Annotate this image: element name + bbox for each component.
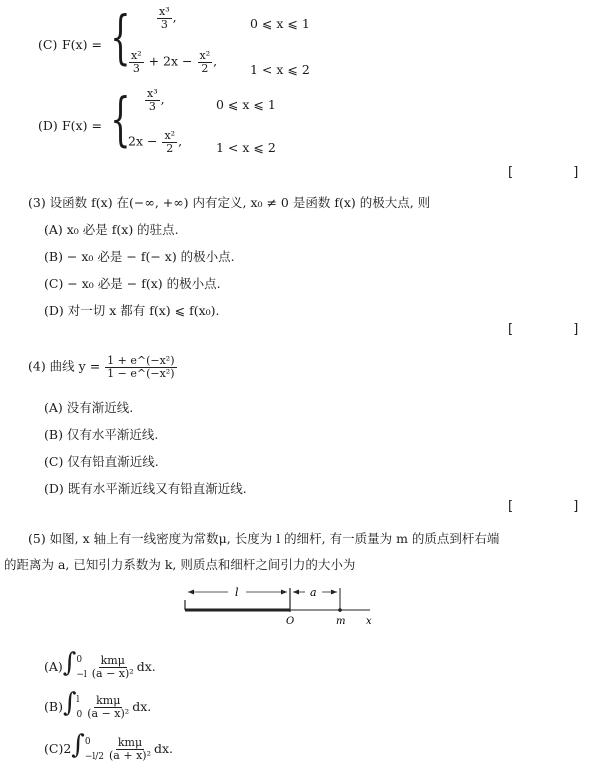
- q2c-p1-den: 3: [160, 17, 168, 31]
- q4-denominator: 1 − e^(−x²): [107, 366, 175, 380]
- q2c-p2b-frac: [198, 50, 213, 74]
- q2d-p1-den: 3: [148, 99, 156, 113]
- q2c-lhs: F(x) =: [62, 37, 102, 52]
- a-arrowhead-right: [331, 590, 337, 595]
- q5b-tail: dx.: [132, 699, 152, 714]
- q2d-piece2: 2x − $\frac{\text{x²}}{2}$ ,: [128, 129, 183, 155]
- q5c-limits: [85, 735, 104, 764]
- l-arrowhead-right: [281, 590, 287, 595]
- q5b-limits: [77, 693, 83, 722]
- q5a-fraction: [90, 655, 136, 679]
- q2c-p2b-num: x²: [199, 49, 211, 62]
- q5a-den: (a − x)²: [91, 667, 134, 680]
- q5c-den: (a + x)²: [109, 749, 151, 762]
- q4-stem: [28, 355, 178, 379]
- q4-stem-pre: (4) 曲线 y =: [28, 358, 101, 374]
- q4-option-d: (D) 既有水平渐近线又有铅直渐近线.: [44, 481, 247, 496]
- q4-option-b: (B) 仅有水平渐近线.: [44, 427, 159, 442]
- label-origin: O: [286, 616, 295, 627]
- q5-rod-figure: [180, 578, 380, 628]
- q2-answer-blank[interactable]: [ ]: [508, 165, 606, 180]
- integral-icon: ∫: [62, 688, 77, 718]
- q2c-p1-num: x³: [159, 5, 170, 18]
- q4-answer-blank[interactable]: [ ]: [508, 499, 606, 514]
- q4-fraction: [105, 355, 176, 379]
- q5-option-a: [44, 650, 156, 682]
- q2c-p2a-den: 3: [132, 61, 140, 75]
- q5b-den: (a − x)²: [87, 707, 130, 720]
- a-arrowhead-left: [293, 590, 299, 595]
- q5c-upper: 0: [84, 737, 91, 748]
- q2c-p2-cond: 1 < x ⩽ 2: [250, 62, 310, 77]
- q5b-upper: l: [76, 695, 80, 706]
- q5c-tail: dx.: [153, 741, 174, 756]
- q4-option-a: (A) 没有渐近线.: [44, 400, 134, 415]
- q4-option-c: (C) 仅有铅直渐近线.: [44, 454, 159, 469]
- q2d-label: (D): [38, 118, 58, 133]
- q2d-p2b-num: x²: [164, 129, 176, 142]
- q4-numerator: 1 + e^(−x²): [107, 354, 175, 367]
- q5b-num: kmμ: [96, 694, 121, 708]
- q3-option-a: (A) x₀ 必是 f(x) 的驻点.: [44, 222, 179, 237]
- label-l: l: [235, 586, 239, 599]
- q5a-limits: [76, 653, 86, 682]
- q2c-piece2: $\frac{\text{x²}}{3}$ + 2x − $\frac{\text{x²}}{2}$ ,: [131, 49, 218, 75]
- q3-stem: (3) 设函数 f(x) 在(−∞, +∞) 内有定义, x₀ ≠ 0 是函数 f(x) 的极大点, 则: [28, 195, 431, 210]
- q5-stem-line2: 的距离为 a, 已知引力系数为 k, 则质点和细杆之间引力的大小为: [4, 557, 356, 572]
- q2c-p2b-den: 2: [201, 61, 209, 75]
- q5c-fraction: [107, 737, 153, 761]
- l-arrowhead-left: [188, 590, 194, 595]
- q2c-p2a-frac: [129, 50, 144, 74]
- mass-point: [338, 608, 342, 612]
- q3-option-c: (C) − x₀ 必是 − f(x) 的极小点.: [44, 276, 221, 291]
- q5-option-c: [44, 732, 173, 764]
- q5a-upper: 0: [76, 655, 83, 666]
- q2c-label: (C): [38, 37, 58, 52]
- label-m: m: [336, 616, 346, 627]
- q2c-brace: {: [110, 3, 131, 71]
- q2-option-d: [38, 85, 368, 164]
- label-a: a: [310, 586, 317, 599]
- q5c-lower: −l/2: [84, 751, 105, 762]
- q2d-lhs: F(x) =: [62, 118, 102, 133]
- q5a-lower: −l: [76, 669, 87, 680]
- q2c-p1-cond: 0 ⩽ x ⩽ 1: [250, 16, 310, 31]
- q5a-tail: dx.: [136, 659, 156, 674]
- integral-icon: ∫: [71, 730, 85, 760]
- q5c-num: kmμ: [117, 736, 143, 750]
- q5c-label: (C): [44, 741, 64, 756]
- q2d-p1-frac: [145, 88, 160, 112]
- q5-stem-line1: (5) 如图, x 轴上有一线密度为常数μ, 长度为 l 的细杆, 有一质量为 m 的质点到杆右端: [28, 531, 500, 546]
- q2c-p2-mid: + 2x −: [148, 53, 193, 69]
- q2c-piece1: $\frac{\text{x³}}{3}$ ,: [159, 5, 177, 31]
- q2d-p2-pre: 2x −: [128, 133, 158, 149]
- q2d-p2b-den: 2: [166, 141, 174, 155]
- q2d-brace: {: [110, 85, 131, 153]
- q3-option-b: (B) − x₀ 必是 − f(− x) 的极小点.: [44, 249, 235, 264]
- q5b-fraction: [85, 695, 131, 719]
- q5a-label: (A): [44, 659, 63, 674]
- q2-option-c: [38, 4, 368, 84]
- q5c-coef: 2: [63, 741, 72, 756]
- q5a-num: kmμ: [100, 654, 125, 668]
- q5b-lower: 0: [76, 709, 83, 720]
- q5-option-b: [44, 690, 151, 722]
- integral-icon: ∫: [62, 648, 77, 678]
- q2d-p2-cond: 1 < x ⩽ 2: [216, 140, 276, 155]
- q2d-p1-num: x³: [147, 87, 158, 100]
- q2d-p1-cond: 0 ⩽ x ⩽ 1: [216, 97, 276, 112]
- q3-answer-blank[interactable]: [ ]: [508, 322, 606, 337]
- q3-option-d: (D) 对一切 x 都有 f(x) ⩽ f(x₀).: [44, 303, 220, 318]
- q2d-piece1: $\frac{\text{x³}}{3}$ ,: [147, 87, 165, 113]
- q5b-label: (B): [44, 699, 63, 714]
- q2c-p2a-num: x²: [131, 49, 142, 62]
- label-x: x: [366, 616, 372, 627]
- q2d-p2b-frac: [162, 130, 177, 154]
- q2c-p1-frac: [157, 6, 172, 30]
